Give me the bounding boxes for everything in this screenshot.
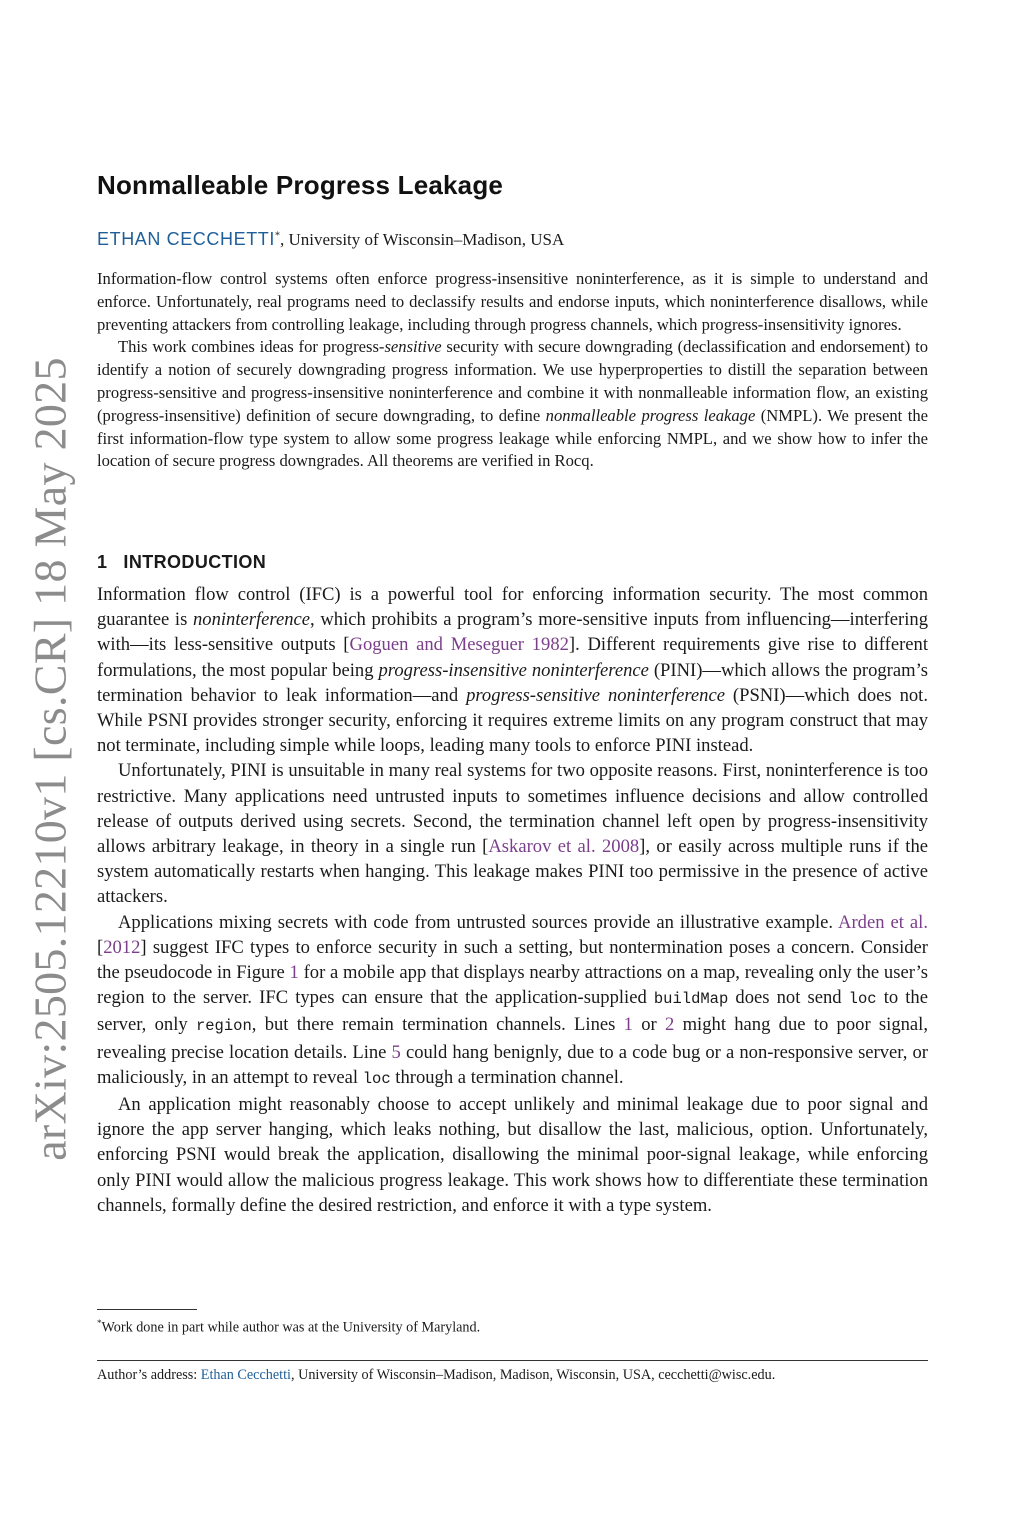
- footnote: *Work done in part while author was at the University of Maryland.: [97, 1318, 481, 1336]
- abstract-paragraph-1: Information-flow control systems often enforce progress-insensitive noninterference, as it is simple to understand and enforce. Unfortunately, real programs need to declassify results and endorse inputs, which noninterference disallows, while preventing attackers from controlling leakage, including through progress channels, which progress-insensitivity ignores.: [97, 269, 928, 334]
- figure-1-ref[interactable]: 1: [289, 962, 299, 984]
- address-author-link[interactable]: Ethan Cecchetti: [200, 1367, 291, 1383]
- code-loc: loc: [848, 990, 877, 1009]
- intro-paragraph-4: An application might reasonably choose to accept unlikely and minimal leakage due to poor signal and ignore the app server hanging, which leaks nothing, but disallow the last, malicious, option. Unfortunately, enforcing PSNI would break the application, disallowing the minimal poor-signal leakage, while enforcing only PINI would allow the malicious progress leakage. This work shows how to differentiate these termination channels, formally define the desired restriction, and enforce it with a type system.: [97, 1094, 928, 1216]
- author-line: [97, 229, 564, 250]
- section-heading-introduction: 1 INTRODUCTION: [97, 552, 267, 572]
- intro-paragraph-1: Information flow control (IFC) is a powerful tool for enforcing information security. The most common guarantee is noninterference, which prohibits a program’s more-sensitive inputs from influencing—interfering with—its less-sensitive outputs [Goguen and Meseguer 1982]. Different requirements give rise to different formulations, the most popular being progress-insensitive noninterference (PINI)—which allows the program’s termination behavior to leak information—and progress-sensitive noninterference (PSNI)—which does not. While PSNI provides stronger security, enforcing it requires extreme limits on any program construct that may not terminate, including simple while loops, leading many tools to enforce PINI instead.: [97, 584, 928, 757]
- code-region: region: [195, 1017, 252, 1036]
- intro-paragraph-2: Unfortunately, PINI is unsuitable in many real systems for two opposite reasons. First, noninterference is too restrictive. Many applications need untrusted inputs to sometimes influence decisions and allow controlled release of outputs derived using secrets. Second, the termination channel left open by progress-insensitivity allows arbitrary leakage, in theory in a single run [Askarov et al. 2008], or easily across multiple runs if the system automatically restarts when hanging. This leakage makes PINI too permissive in the presence of active attackers.: [97, 760, 928, 908]
- footnote-rule: [97, 1309, 197, 1310]
- author-address: Author’s address: Ethan Cecchetti, University of Wisconsin–Madison, Madison, Wisconsin, USA, cecchetti@wisc.edu.: [97, 1367, 776, 1383]
- code-loc-2: loc: [362, 1069, 391, 1088]
- arxiv-id-text: arXiv:2505.12210v1 [cs.CR] 18 May 2025: [24, 357, 76, 1161]
- author-name-link[interactable]: ETHAN CECCHETTI: [97, 229, 276, 249]
- address-rule: [97, 1360, 928, 1361]
- code-buildmap: buildMap: [653, 990, 729, 1009]
- line-5-ref[interactable]: 5: [391, 1041, 401, 1063]
- line-2-ref[interactable]: 2: [665, 1014, 675, 1036]
- author-affiliation: , University of Wisconsin–Madison, USA: [280, 230, 565, 249]
- introduction-body: [97, 582, 928, 1218]
- citation-arden-year[interactable]: 2012: [103, 936, 141, 958]
- citation-arden[interactable]: Arden et al.: [838, 911, 929, 933]
- author-footnote-mark[interactable]: *: [275, 230, 281, 242]
- abstract-paragraph-2: This work combines ideas for progress-sensitive security with secure downgrading (declassification and endorsement) to identify a notion of securely downgrading progress information. We use hyperproperties to distill the separation between progress-sensitive and progress-insensitive noninterference and combine it with nonmalleable information flow, an existing (progress-insensitive) definition of secure downgrading, to define nonmalleable progress leakage (NMPL). We present the first information-flow type system to allow some progress leakage while enforcing NMPL, and we show how to infer the location of secure progress downgrades. All theorems are verified in Rocq.: [97, 337, 928, 471]
- intro-paragraph-3: Applications mixing secrets with code from untrusted sources provide an illustrative example. Arden et al. [2012] suggest IFC types to enforce security in such a setting, but nontermination poses a concern. Consider the pseudocode in Figure 1 for a mobile app that displays nearby attractions on a map, revealing only the user’s region to the server. IFC types can ensure that the application-supplied buildMap does not send loc to the server, only region, but there remain termination channels. Lines 1 or 2 might hang due to poor signal, revealing precise location details. Line 5 could hang benignly, due to a code bug or a non-responsive server, or maliciously, in an attempt to reveal loc through a termination channel.: [97, 911, 929, 1088]
- arxiv-sidebar-stamp: [20, 357, 80, 1161]
- abstract: [97, 268, 928, 473]
- citation-askarov[interactable]: Askarov et al. 2008: [488, 836, 640, 858]
- line-1-ref[interactable]: 1: [623, 1014, 633, 1036]
- citation-goguen-meseguer[interactable]: Goguen and Meseguer 1982: [349, 634, 569, 656]
- paper-title: Nonmalleable Progress Leakage: [97, 170, 504, 200]
